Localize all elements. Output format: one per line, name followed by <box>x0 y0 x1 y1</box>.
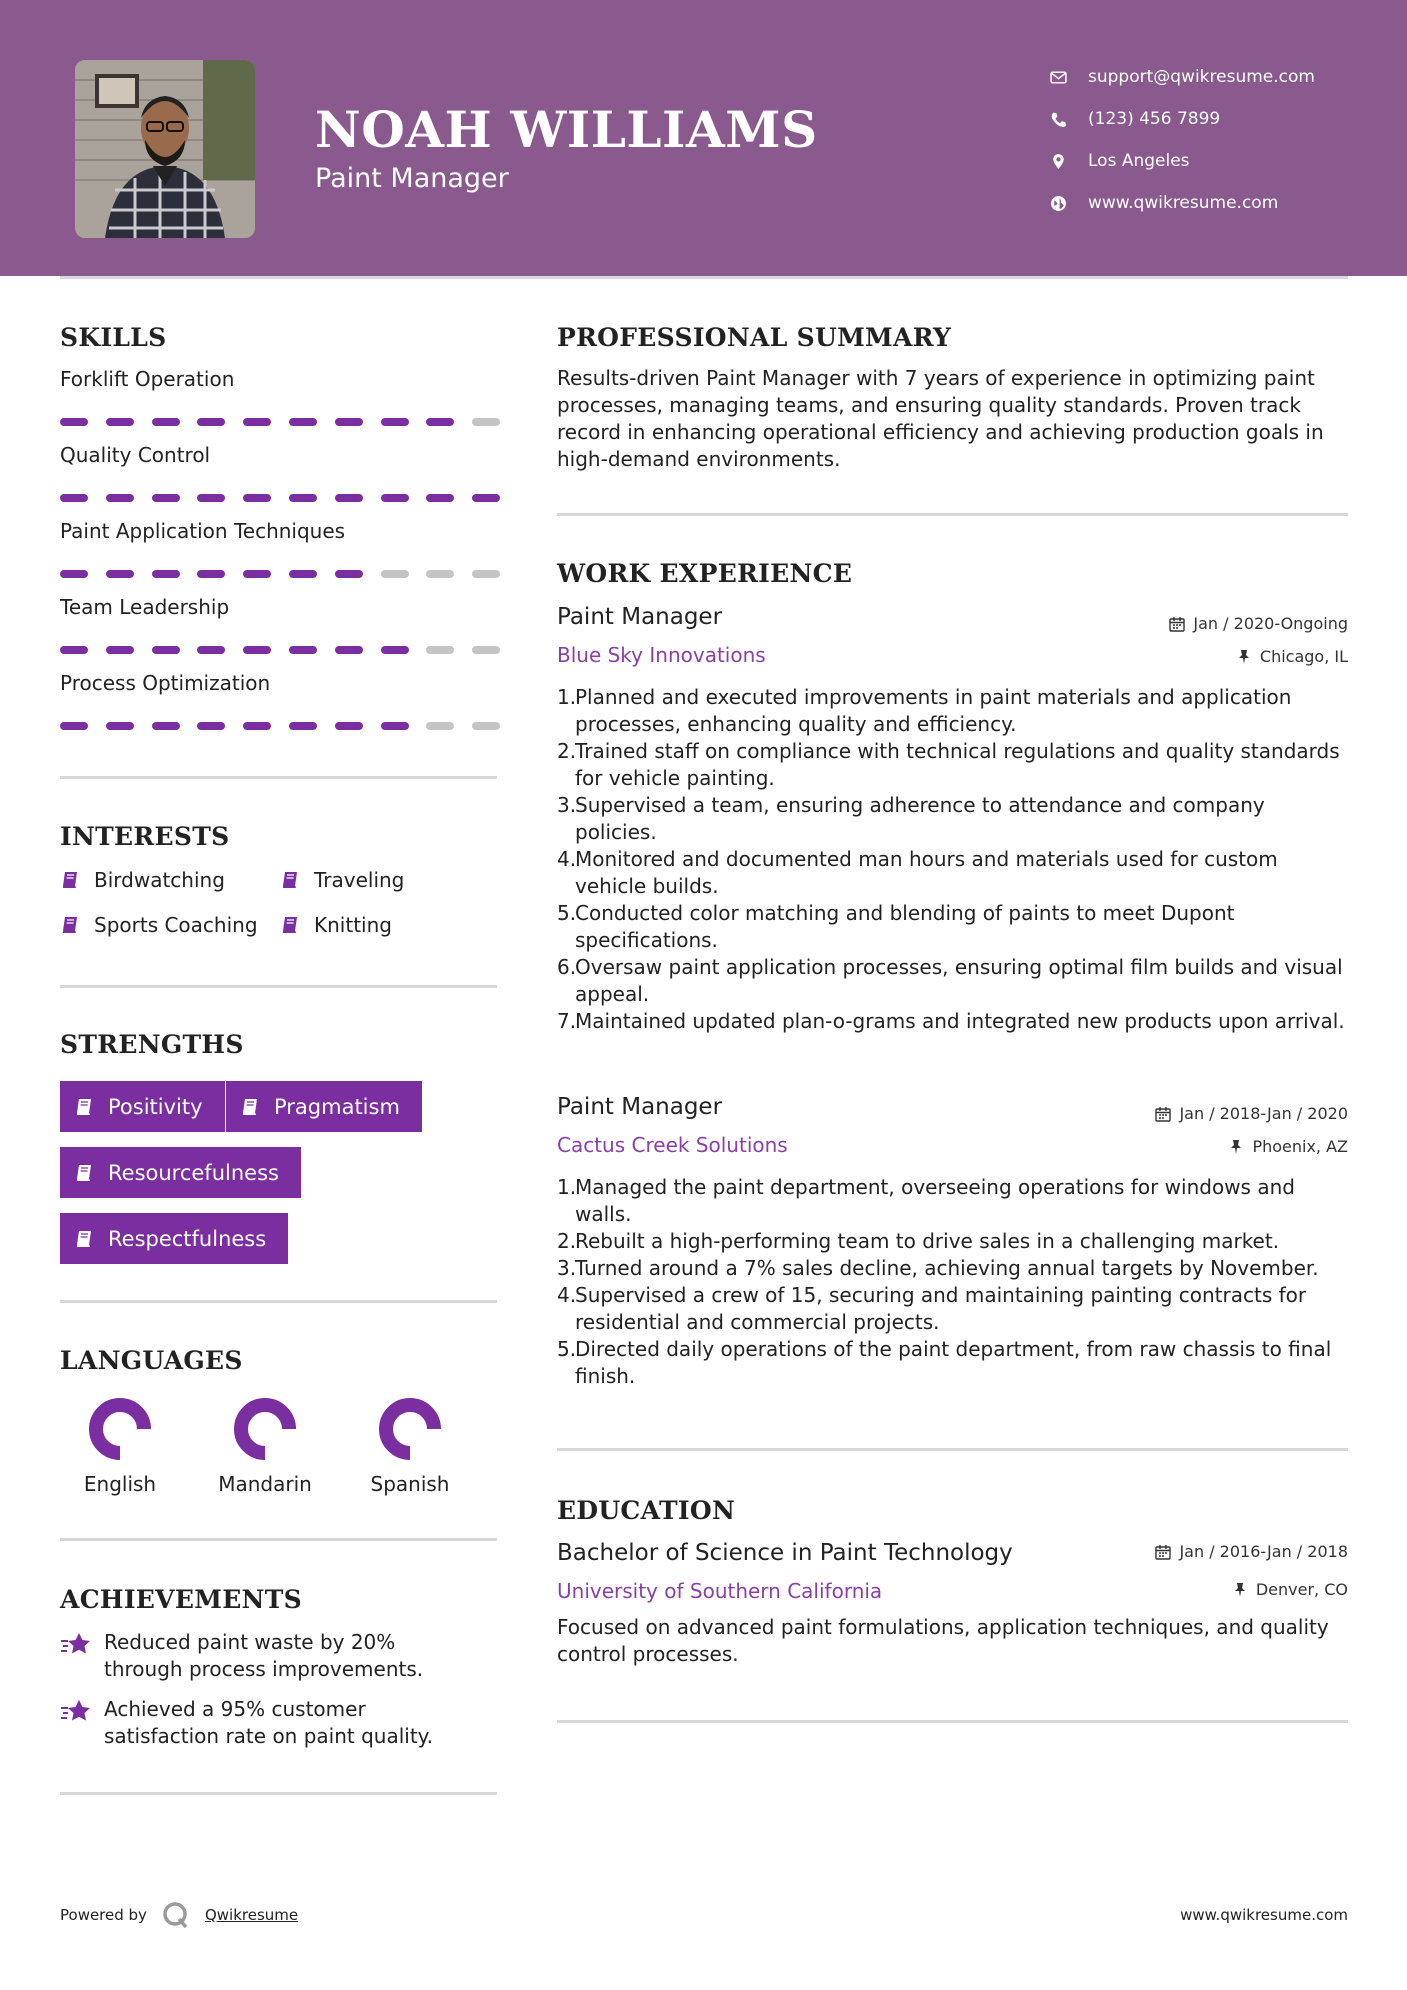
star-icon <box>60 1698 92 1726</box>
interest-item <box>60 913 258 937</box>
book-icon <box>74 1229 94 1249</box>
skill-level-segment <box>243 570 271 578</box>
company-name: Blue Sky Innovations <box>557 643 766 667</box>
job-bullet: Supervised a team, ensuring adherence to attendance and company policies. <box>575 793 1265 844</box>
qwikresume-link[interactable]: Qwikresume <box>204 1906 299 1924</box>
strength-label: Resourcefulness <box>108 1160 279 1185</box>
skill-level-segment <box>289 418 317 426</box>
school-name: University of Southern California <box>557 1579 883 1603</box>
skill-level-segment <box>243 494 271 502</box>
interest-label: Sports Coaching <box>94 913 258 937</box>
skill-level-segment <box>472 646 500 654</box>
interest-label: Birdwatching <box>94 868 225 892</box>
achievements-divider <box>60 1792 497 1795</box>
summary-divider <box>557 513 1348 516</box>
skill-level-segment <box>472 570 500 578</box>
qwikresume-logo-icon <box>161 1900 191 1930</box>
job-location-text: Phoenix, AZ <box>1252 1137 1348 1156</box>
experience-heading: WORK EXPERIENCE <box>557 559 853 588</box>
skill-level-segment <box>243 418 271 426</box>
achievement-item <box>60 1629 480 1683</box>
strength-tag <box>60 1081 225 1132</box>
language-gauge <box>232 1396 298 1462</box>
strength-label: Pragmatism <box>274 1094 400 1119</box>
job-title: Paint Manager <box>557 1094 723 1120</box>
education-dates <box>1155 1542 1348 1561</box>
skill-level-segment <box>106 418 134 426</box>
skill-level-segment <box>381 570 409 578</box>
job-dates <box>1155 1104 1348 1123</box>
skill-name: Paint Application Techniques <box>60 519 346 543</box>
strength-tag <box>60 1147 301 1198</box>
language-label: Spanish <box>370 1472 450 1496</box>
job-location <box>1236 647 1348 666</box>
contact-email[interactable] <box>1050 56 1390 98</box>
skill-level-segment <box>197 570 225 578</box>
skill-level-segment <box>335 570 363 578</box>
strength-tag <box>60 1213 288 1264</box>
footer-powered-by <box>60 1900 298 1930</box>
interest-item <box>60 868 225 892</box>
job-bullet: Monitored and documented man hours and materials used for custom vehicle builds. <box>575 847 1278 898</box>
skill-level-segment <box>106 494 134 502</box>
book-icon <box>280 915 300 935</box>
interest-item <box>280 868 404 892</box>
skill-level-segment <box>152 646 180 654</box>
education-location-text: Denver, CO <box>1255 1580 1348 1599</box>
contact-email-text: support@qwikresume.com <box>1088 67 1315 87</box>
book-icon <box>240 1097 260 1117</box>
skill-level-segment <box>426 570 454 578</box>
skill-level-segment <box>335 494 363 502</box>
book-icon <box>280 870 300 890</box>
skill-level-segment <box>152 418 180 426</box>
degree-title: Bachelor of Science in Paint Technology <box>557 1540 1013 1566</box>
language-label: Mandarin <box>218 1472 312 1496</box>
company-name: Cactus Creek Solutions <box>557 1133 788 1157</box>
skill-level-segment <box>60 646 88 654</box>
interests-divider <box>60 985 497 988</box>
skill-level-segment <box>335 722 363 730</box>
skill-level-segment <box>289 646 317 654</box>
contact-location <box>1050 140 1390 182</box>
language-label: English <box>83 1472 157 1496</box>
job-location <box>1228 1137 1348 1156</box>
skills-heading: SKILLS <box>60 323 167 352</box>
job-bullet: Directed daily operations of the paint department, from raw chassis to final finish. <box>575 1337 1332 1388</box>
globe-icon <box>1050 195 1088 212</box>
languages-heading: LANGUAGES <box>60 1346 243 1375</box>
strengths-heading: STRENGTHS <box>60 1030 244 1059</box>
pin-icon <box>1236 649 1252 665</box>
pin-icon <box>1228 1139 1244 1155</box>
languages-divider <box>60 1538 497 1541</box>
job-bullet: Rebuilt a high-performing team to drive sales in a challenging market. <box>575 1229 1280 1253</box>
star-icon <box>60 1631 92 1659</box>
book-icon <box>74 1097 94 1117</box>
skill-level-segment <box>152 494 180 502</box>
skill-name: Quality Control <box>60 443 211 467</box>
candidate-name: NOAH WILLIAMS <box>315 100 818 159</box>
skill-level-segment <box>197 646 225 654</box>
skill-level-segment <box>335 418 363 426</box>
candidate-role: Paint Manager <box>315 163 509 194</box>
language-gauge <box>87 1396 153 1462</box>
skill-level-segment <box>60 570 88 578</box>
skill-level-segment <box>426 646 454 654</box>
calendar-icon <box>1169 616 1185 632</box>
skill-level-segment <box>472 494 500 502</box>
powered-by-label: Powered by <box>60 1906 147 1924</box>
job-location-text: Chicago, IL <box>1259 647 1348 666</box>
contact-phone-text: (123) 456 7899 <box>1088 109 1221 129</box>
achievement-text: Achieved a 95% customer satisfaction rate on paint quality. <box>104 1697 434 1748</box>
skill-level-segment <box>381 646 409 654</box>
summary-text: Results-driven Paint Manager with 7 years of experience in optimizing paint processes, managing teams, and ensuring quality standards. Proven track record in enhancing operational efficiency and achieving production goals in high-demand environments. <box>557 366 1324 471</box>
book-icon <box>74 1163 94 1183</box>
skill-level-segment <box>197 494 225 502</box>
interests-heading: INTERESTS <box>60 822 230 851</box>
language-item <box>350 1396 470 1496</box>
skill-name: Team Leadership <box>60 595 230 619</box>
job-bullet: Conducted color matching and blending of paints to meet Dupont specifications. <box>575 901 1235 952</box>
experience-divider <box>557 1448 1348 1451</box>
strength-label: Positivity <box>108 1094 203 1119</box>
job-bullet: Maintained updated plan-o-grams and integrated new products upon arrival. <box>575 1009 1345 1033</box>
skill-level-segment <box>197 418 225 426</box>
book-icon <box>60 870 80 890</box>
header-divider <box>60 276 1348 279</box>
summary-heading: PROFESSIONAL SUMMARY <box>557 323 952 352</box>
skill-level-segment <box>426 722 454 730</box>
skill-level-segment <box>60 494 88 502</box>
skill-level-segment <box>289 722 317 730</box>
skill-level-segment <box>289 570 317 578</box>
skill-level-segment <box>472 722 500 730</box>
achievement-text: Reduced paint waste by 20% through process improvements. <box>104 1630 424 1681</box>
skill-level-segment <box>472 418 500 426</box>
job-bullet: Managed the paint department, overseeing operations for windows and walls. <box>575 1175 1295 1226</box>
skill-level-segment <box>289 494 317 502</box>
skills-divider <box>60 776 497 779</box>
skill-level-segment <box>243 646 271 654</box>
language-gauge <box>377 1396 443 1462</box>
skill-level-segment <box>243 722 271 730</box>
job-dates-text: Jan / 2020-Ongoing <box>1193 614 1348 633</box>
strength-label: Respectfulness <box>108 1226 267 1251</box>
calendar-icon <box>1155 1544 1171 1560</box>
skill-level-segment <box>197 722 225 730</box>
skill-name: Process Optimization <box>60 671 271 695</box>
interest-label: Traveling <box>314 868 405 892</box>
job-bullets <box>557 684 1352 1035</box>
skill-level-segment <box>106 570 134 578</box>
job-dates <box>1169 614 1348 633</box>
envelope-icon <box>1050 69 1088 86</box>
skill-level-segment <box>381 418 409 426</box>
skill-level-segment <box>60 418 88 426</box>
contact-phone[interactable] <box>1050 98 1390 140</box>
footer-website[interactable]: www.qwikresume.com <box>1180 1906 1348 1924</box>
pin-icon <box>1232 1582 1248 1598</box>
job-bullet: Supervised a crew of 15, securing and maintaining painting contracts for residential and commercial projects. <box>575 1283 1307 1334</box>
achievement-item <box>60 1696 480 1750</box>
education-heading: EDUCATION <box>557 1496 736 1525</box>
calendar-icon <box>1155 1106 1171 1122</box>
job-bullets <box>557 1174 1352 1390</box>
language-item <box>205 1396 325 1496</box>
language-item <box>60 1396 180 1496</box>
contact-location-text: Los Angeles <box>1088 151 1190 171</box>
interest-label: Knitting <box>314 913 392 937</box>
achievements-heading: ACHIEVEMENTS <box>60 1585 302 1614</box>
contact-website-text: www.qwikresume.com <box>1088 193 1279 213</box>
skill-level-segment <box>152 570 180 578</box>
phone-icon <box>1050 111 1088 128</box>
skill-level-segment <box>152 722 180 730</box>
skill-name: Forklift Operation <box>60 367 235 391</box>
skill-level-segment <box>426 418 454 426</box>
job-bullet: Turned around a 7% sales decline, achieving annual targets by November. <box>575 1256 1319 1280</box>
skill-level-segment <box>60 722 88 730</box>
profile-photo <box>75 60 255 238</box>
skill-level-segment <box>106 722 134 730</box>
contact-website[interactable] <box>1050 182 1390 224</box>
strengths-divider <box>60 1300 497 1303</box>
job-bullet: Planned and executed improvements in paint materials and application processes, enhancing quality and efficiency. <box>575 685 1292 736</box>
education-location <box>1232 1580 1348 1599</box>
skill-level-segment <box>426 494 454 502</box>
map-pin-icon <box>1050 153 1088 170</box>
contact-list <box>1050 56 1390 224</box>
book-icon <box>60 915 80 935</box>
interest-item <box>280 913 392 937</box>
job-bullet: Trained staff on compliance with technical regulations and quality standards for vehicle painting. <box>575 739 1340 790</box>
education-divider <box>557 1720 1348 1723</box>
job-dates-text: Jan / 2018-Jan / 2020 <box>1179 1104 1348 1123</box>
job-bullet: Oversaw paint application processes, ensuring optimal film builds and visual appeal. <box>575 955 1343 1006</box>
education-dates-text: Jan / 2016-Jan / 2018 <box>1179 1542 1348 1561</box>
skill-level-segment <box>381 494 409 502</box>
skill-level-segment <box>106 646 134 654</box>
strength-tag <box>226 1081 422 1132</box>
job-title: Paint Manager <box>557 604 723 630</box>
skill-level-segment <box>335 646 363 654</box>
skill-level-segment <box>381 722 409 730</box>
education-description: Focused on advanced paint formulations, application techniques, and quality control processes. <box>557 1615 1329 1666</box>
resume-header <box>0 0 1407 276</box>
